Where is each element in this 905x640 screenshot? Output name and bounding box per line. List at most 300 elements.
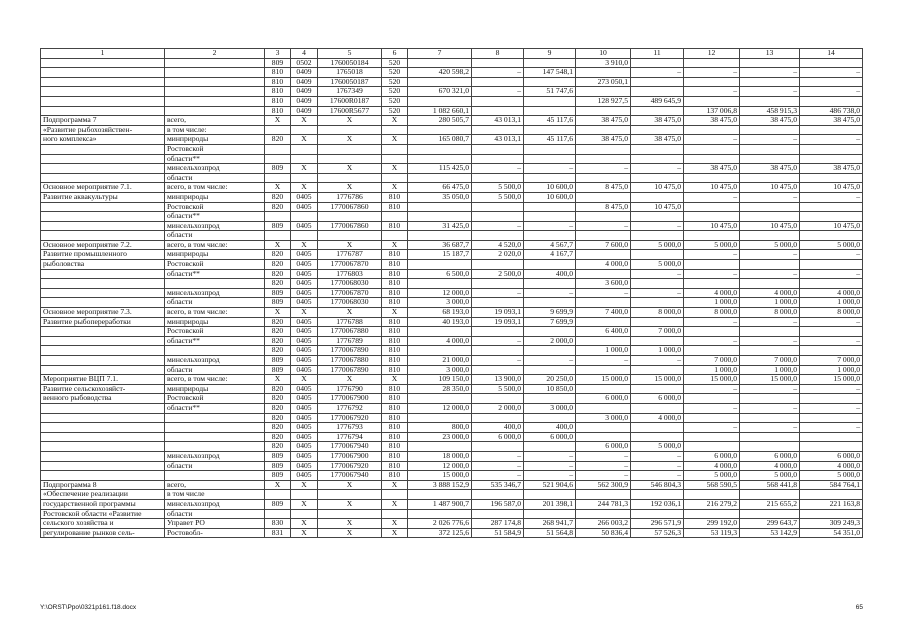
column-header: 11: [631, 49, 684, 59]
value-cell: [684, 96, 740, 106]
table-row: [41, 384, 863, 394]
value-cell: [740, 327, 800, 337]
value-cell: 6 500,0: [408, 269, 472, 279]
value-cell: 810: [382, 471, 408, 481]
value-cell: X: [318, 519, 382, 529]
value-cell: [684, 490, 740, 500]
value-cell: 8 000,0: [631, 308, 684, 318]
value-cell: 4 000,0: [408, 336, 472, 346]
value-cell: X: [382, 116, 408, 126]
value-cell: [576, 154, 631, 164]
value-cell: –: [684, 423, 740, 433]
value-cell: 23 000,0: [408, 432, 472, 442]
value-cell: 1770067880: [318, 327, 382, 337]
value-cell: [408, 346, 472, 356]
value-cell: –: [472, 461, 524, 471]
value-cell: 1770068030: [318, 279, 382, 289]
value-cell: 57 526,3: [631, 528, 684, 538]
program-cell: [41, 58, 165, 68]
value-cell: 1 000,0: [800, 365, 863, 375]
value-cell: 38 475,0: [684, 164, 740, 174]
program-cell: [41, 164, 165, 174]
value-cell: 1776787: [318, 250, 382, 260]
value-cell: [684, 413, 740, 423]
value-cell: [472, 202, 524, 212]
value-cell: [800, 231, 863, 241]
table-row: [41, 212, 863, 222]
value-cell: [576, 336, 631, 346]
value-cell: 809: [265, 365, 291, 375]
value-cell: –: [800, 384, 863, 394]
value-cell: [318, 490, 382, 500]
column-header: 4: [291, 49, 318, 59]
value-cell: 10 475,0: [740, 221, 800, 231]
value-cell: 1 000,0: [684, 298, 740, 308]
value-cell: [472, 212, 524, 222]
value-cell: [524, 202, 576, 212]
value-cell: [472, 231, 524, 241]
value-cell: 0405: [291, 365, 318, 375]
program-cell: [41, 288, 165, 298]
value-cell: 51 747,6: [524, 87, 576, 97]
executor-cell: области: [165, 365, 265, 375]
value-cell: 1 000,0: [684, 365, 740, 375]
value-cell: X: [382, 135, 408, 145]
value-cell: [631, 154, 684, 164]
value-cell: 38 475,0: [800, 164, 863, 174]
value-cell: [524, 509, 576, 519]
value-cell: [408, 154, 472, 164]
value-cell: 6 000,0: [576, 394, 631, 404]
executor-cell: области**: [165, 403, 265, 413]
value-cell: 221 163,8: [800, 499, 863, 509]
value-cell: [408, 144, 472, 154]
program-cell: государственной программы: [41, 499, 165, 509]
value-cell: –: [740, 192, 800, 202]
value-cell: [265, 144, 291, 154]
value-cell: [740, 58, 800, 68]
value-cell: [740, 202, 800, 212]
value-cell: 820: [265, 260, 291, 270]
value-cell: 9 699,9: [524, 308, 576, 318]
value-cell: [524, 442, 576, 452]
value-cell: [684, 442, 740, 452]
value-cell: [382, 231, 408, 241]
executor-cell: Ростовской: [165, 327, 265, 337]
value-cell: [631, 298, 684, 308]
value-cell: 6 000,0: [524, 432, 576, 442]
value-cell: –: [524, 356, 576, 366]
column-header: 1: [41, 49, 165, 59]
value-cell: [631, 336, 684, 346]
value-cell: –: [576, 164, 631, 174]
table-row: [41, 317, 863, 327]
value-cell: 3 600,0: [576, 279, 631, 289]
executor-cell: Ростовобл-: [165, 528, 265, 538]
value-cell: 810: [382, 394, 408, 404]
value-cell: 1770067860: [318, 221, 382, 231]
value-cell: [291, 212, 318, 222]
program-cell: [41, 298, 165, 308]
value-cell: 520: [382, 106, 408, 116]
executor-cell: [165, 58, 265, 68]
value-cell: 38 475,0: [631, 135, 684, 145]
value-cell: [740, 279, 800, 289]
value-cell: 53 142,9: [740, 528, 800, 538]
value-cell: 810: [265, 106, 291, 116]
value-cell: 1765018: [318, 68, 382, 78]
value-cell: –: [684, 269, 740, 279]
value-cell: [740, 144, 800, 154]
value-cell: 1770067920: [318, 413, 382, 423]
value-cell: 809: [265, 471, 291, 481]
value-cell: X: [382, 308, 408, 318]
value-cell: 4 520,0: [472, 240, 524, 250]
program-cell: Развитие сельскохозяйст-: [41, 384, 165, 394]
value-cell: 820: [265, 346, 291, 356]
value-cell: [382, 144, 408, 154]
value-cell: [576, 144, 631, 154]
value-cell: [265, 125, 291, 135]
value-cell: 809: [265, 58, 291, 68]
table-row: [41, 365, 863, 375]
table-row: [41, 336, 863, 346]
value-cell: [684, 509, 740, 519]
program-cell: [41, 173, 165, 183]
value-cell: 15 000,0: [740, 375, 800, 385]
value-cell: 128 927,5: [576, 96, 631, 106]
executor-cell: [165, 413, 265, 423]
value-cell: 400,0: [472, 423, 524, 433]
program-cell: [41, 442, 165, 452]
value-cell: 0405: [291, 327, 318, 337]
executor-cell: Ростовской: [165, 202, 265, 212]
value-cell: 486 738,0: [800, 106, 863, 116]
value-cell: 10 475,0: [800, 183, 863, 193]
value-cell: [576, 192, 631, 202]
value-cell: 10 475,0: [800, 221, 863, 231]
program-cell: [41, 346, 165, 356]
table-row: [41, 116, 863, 126]
value-cell: –: [472, 164, 524, 174]
value-cell: 0409: [291, 96, 318, 106]
value-cell: 12 000,0: [408, 403, 472, 413]
value-cell: X: [382, 480, 408, 490]
value-cell: 4 000,0: [684, 461, 740, 471]
value-cell: 6 400,0: [576, 327, 631, 337]
value-cell: X: [291, 375, 318, 385]
value-cell: [265, 154, 291, 164]
executor-cell: области**: [165, 269, 265, 279]
program-cell: венного рыбоводства: [41, 394, 165, 404]
value-cell: 810: [382, 413, 408, 423]
value-cell: 5 000,0: [631, 442, 684, 452]
value-cell: –: [684, 403, 740, 413]
value-cell: 266 003,2: [576, 519, 631, 529]
value-cell: [524, 96, 576, 106]
value-cell: [576, 212, 631, 222]
value-cell: –: [631, 288, 684, 298]
value-cell: [631, 279, 684, 289]
value-cell: 8 000,0: [800, 308, 863, 318]
value-cell: 299 192,0: [684, 519, 740, 529]
value-cell: 1776788: [318, 317, 382, 327]
table-row: [41, 432, 863, 442]
value-cell: X: [382, 375, 408, 385]
value-cell: 400,0: [524, 269, 576, 279]
value-cell: 1760050187: [318, 77, 382, 87]
value-cell: [265, 231, 291, 241]
program-cell: [41, 423, 165, 433]
value-cell: [524, 365, 576, 375]
value-cell: 5 000,0: [800, 240, 863, 250]
table-row: [41, 509, 863, 519]
value-cell: 1 000,0: [631, 346, 684, 356]
value-cell: 53 119,3: [684, 528, 740, 538]
program-cell: Мероприятие ВЦП 7.1.: [41, 375, 165, 385]
value-cell: [740, 413, 800, 423]
value-cell: 809: [265, 451, 291, 461]
value-cell: 809: [265, 356, 291, 366]
value-cell: 520: [382, 77, 408, 87]
value-cell: 820: [265, 269, 291, 279]
value-cell: 810: [382, 432, 408, 442]
value-cell: –: [472, 68, 524, 78]
value-cell: 810: [382, 336, 408, 346]
column-header: 6: [382, 49, 408, 59]
value-cell: [800, 144, 863, 154]
value-cell: 0405: [291, 298, 318, 308]
value-cell: [684, 144, 740, 154]
table-row: [41, 260, 863, 270]
value-cell: 0405: [291, 288, 318, 298]
value-cell: 820: [265, 192, 291, 202]
value-cell: 0405: [291, 461, 318, 471]
value-cell: X: [265, 240, 291, 250]
table-row: [41, 519, 863, 529]
value-cell: 7 000,0: [631, 327, 684, 337]
column-header: 12: [684, 49, 740, 59]
executor-cell: всего,: [165, 116, 265, 126]
value-cell: [408, 212, 472, 222]
value-cell: 6 000,0: [472, 432, 524, 442]
value-cell: [408, 509, 472, 519]
value-cell: –: [576, 461, 631, 471]
value-cell: 1770067880: [318, 356, 382, 366]
executor-cell: Управет РО: [165, 519, 265, 529]
file-path: Y:\ORST\Ppo\0321p161.f18.docx: [40, 604, 137, 611]
value-cell: 584 764,1: [800, 480, 863, 490]
table-row: [41, 346, 863, 356]
value-cell: [800, 327, 863, 337]
value-cell: 5 500,0: [472, 384, 524, 394]
value-cell: X: [318, 375, 382, 385]
table-row: [41, 375, 863, 385]
value-cell: 809: [265, 461, 291, 471]
value-cell: [576, 384, 631, 394]
column-header: 2: [165, 49, 265, 59]
value-cell: [740, 490, 800, 500]
value-cell: 5 000,0: [740, 240, 800, 250]
value-cell: 810: [382, 451, 408, 461]
value-cell: 810: [382, 192, 408, 202]
program-cell: [41, 144, 165, 154]
value-cell: 192 036,1: [631, 499, 684, 509]
value-cell: X: [318, 183, 382, 193]
value-cell: [291, 154, 318, 164]
value-cell: 0409: [291, 106, 318, 116]
value-cell: X: [291, 240, 318, 250]
value-cell: 0405: [291, 269, 318, 279]
executor-cell: минприроды: [165, 250, 265, 260]
program-cell: [41, 231, 165, 241]
table-row: [41, 125, 863, 135]
value-cell: 10 850,0: [524, 384, 576, 394]
value-cell: X: [291, 528, 318, 538]
value-cell: 4 000,0: [740, 461, 800, 471]
value-cell: –: [631, 164, 684, 174]
value-cell: 21 000,0: [408, 356, 472, 366]
executor-cell: [165, 279, 265, 289]
value-cell: [684, 394, 740, 404]
value-cell: 420 598,2: [408, 68, 472, 78]
value-cell: 1770067940: [318, 471, 382, 481]
value-cell: 268 941,7: [524, 519, 576, 529]
value-cell: 115 425,0: [408, 164, 472, 174]
program-cell: [41, 106, 165, 116]
executor-cell: [165, 68, 265, 78]
value-cell: [318, 212, 382, 222]
value-cell: 15 000,0: [631, 375, 684, 385]
executor-cell: области: [165, 509, 265, 519]
executor-cell: минприроды: [165, 384, 265, 394]
value-cell: 5 500,0: [472, 192, 524, 202]
value-cell: 809: [265, 499, 291, 509]
executor-cell: [165, 106, 265, 116]
value-cell: 8 000,0: [684, 308, 740, 318]
value-cell: [740, 432, 800, 442]
value-cell: 1 082 660,1: [408, 106, 472, 116]
table-row: [41, 308, 863, 318]
value-cell: 810: [382, 279, 408, 289]
value-cell: [472, 509, 524, 519]
program-cell: «Обеспечение реализации: [41, 490, 165, 500]
value-cell: 10 475,0: [740, 183, 800, 193]
value-cell: [740, 154, 800, 164]
value-cell: [524, 298, 576, 308]
value-cell: 810: [265, 77, 291, 87]
value-cell: [265, 173, 291, 183]
value-cell: [800, 212, 863, 222]
value-cell: 810: [382, 327, 408, 337]
value-cell: [472, 173, 524, 183]
value-cell: –: [524, 288, 576, 298]
program-cell: [41, 154, 165, 164]
program-cell: [41, 269, 165, 279]
value-cell: 0405: [291, 260, 318, 270]
program-cell: Ростовской области «Развитие: [41, 509, 165, 519]
value-cell: 1 000,0: [740, 298, 800, 308]
value-cell: –: [524, 221, 576, 231]
value-cell: 35 050,0: [408, 192, 472, 202]
value-cell: [408, 231, 472, 241]
executor-cell: Ростовской: [165, 394, 265, 404]
value-cell: 147 548,1: [524, 68, 576, 78]
value-cell: X: [265, 116, 291, 126]
value-cell: [800, 173, 863, 183]
program-cell: «Развитие рыбохозяйствен-: [41, 125, 165, 135]
value-cell: X: [291, 499, 318, 509]
value-cell: 1776789: [318, 336, 382, 346]
value-cell: 1770067890: [318, 346, 382, 356]
executor-cell: области: [165, 461, 265, 471]
value-cell: [524, 260, 576, 270]
program-cell: [41, 202, 165, 212]
value-cell: [472, 394, 524, 404]
value-cell: [472, 144, 524, 154]
value-cell: [740, 394, 800, 404]
value-cell: –: [631, 471, 684, 481]
value-cell: [740, 125, 800, 135]
value-cell: 40 193,0: [408, 317, 472, 327]
budget-table: [40, 48, 863, 538]
value-cell: [684, 173, 740, 183]
value-cell: X: [382, 519, 408, 529]
value-cell: 810: [265, 96, 291, 106]
value-cell: 810: [382, 442, 408, 452]
value-cell: X: [265, 183, 291, 193]
program-cell: Развитие промышленного: [41, 250, 165, 260]
value-cell: 2 000,0: [472, 403, 524, 413]
value-cell: –: [684, 384, 740, 394]
value-cell: [576, 298, 631, 308]
executor-cell: минсельхозпрод: [165, 164, 265, 174]
value-cell: [576, 87, 631, 97]
value-cell: 820: [265, 279, 291, 289]
value-cell: [800, 346, 863, 356]
value-cell: 109 150,0: [408, 375, 472, 385]
value-cell: [576, 509, 631, 519]
value-cell: 38 475,0: [684, 116, 740, 126]
value-cell: [472, 346, 524, 356]
value-cell: X: [318, 135, 382, 145]
value-cell: 6 000,0: [631, 394, 684, 404]
value-cell: [524, 173, 576, 183]
program-cell: [41, 365, 165, 375]
value-cell: 0405: [291, 279, 318, 289]
value-cell: X: [291, 480, 318, 490]
value-cell: 0405: [291, 471, 318, 481]
value-cell: –: [524, 471, 576, 481]
value-cell: [524, 231, 576, 241]
value-cell: –: [684, 336, 740, 346]
value-cell: 0405: [291, 346, 318, 356]
value-cell: [631, 509, 684, 519]
value-cell: 4 000,0: [800, 461, 863, 471]
table-row: [41, 269, 863, 279]
value-cell: 299 643,7: [740, 519, 800, 529]
value-cell: [684, 432, 740, 442]
value-cell: X: [265, 308, 291, 318]
value-cell: 0405: [291, 423, 318, 433]
value-cell: 520: [382, 87, 408, 97]
value-cell: 5 000,0: [800, 471, 863, 481]
value-cell: 66 475,0: [408, 183, 472, 193]
value-cell: 1770067920: [318, 461, 382, 471]
value-cell: [382, 173, 408, 183]
value-cell: 1770067940: [318, 442, 382, 452]
value-cell: [524, 490, 576, 500]
